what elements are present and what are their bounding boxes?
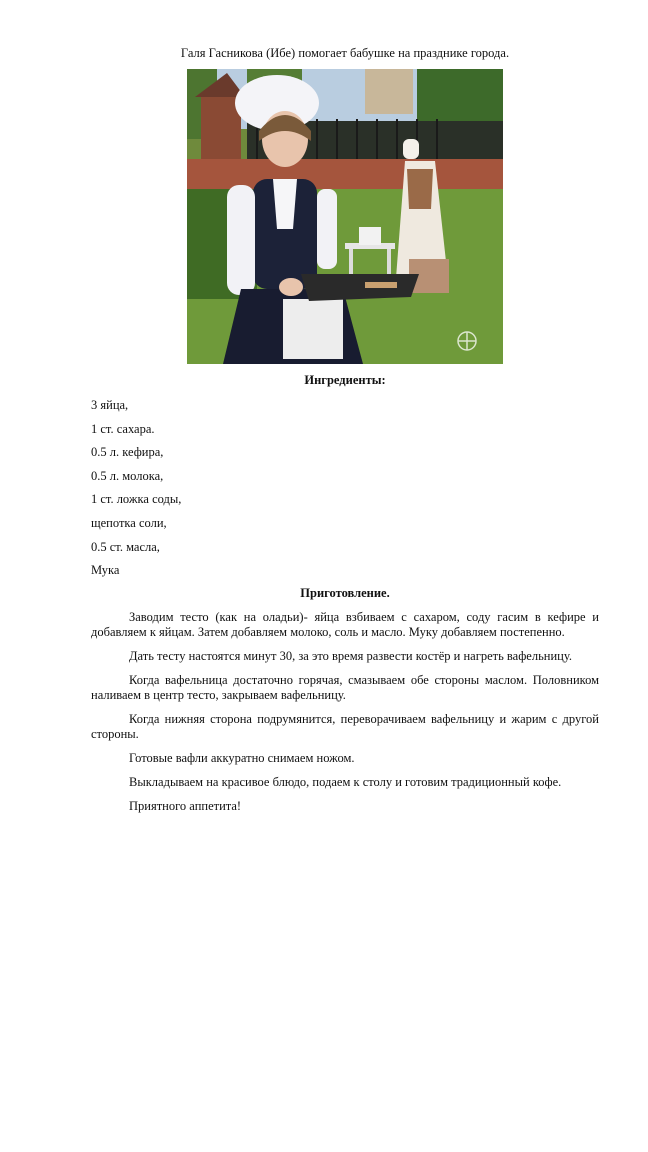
- preparation-step: Заводим тесто (как на оладьи)- яйца взбиваем с сахаром, соду гасим в кефире и добавляем к яйцам. Затем добавляем молоко, соль и масло. Муку добавляем постепенно.: [91, 610, 599, 639]
- preparation-step: Выкладываем на красивое блюдо, подаем к столу и готовим традиционный кофе.: [129, 775, 562, 789]
- photo-illustration: [187, 69, 503, 364]
- ingredients-heading: Ингредиенты:: [304, 373, 386, 387]
- preparation-step: Готовые вафли аккуратно снимаем ножом.: [129, 751, 355, 765]
- ingredient-item: 1 ст. ложка соды,: [91, 492, 182, 507]
- ingredient-item: 0.5 л. кефира,: [91, 445, 164, 460]
- ingredient-item: 0.5 л. молока,: [91, 468, 164, 483]
- preparation-step: Когда вафельница достаточно горячая, смазываем обе стороны маслом. Половником наливаем в центр тесто, закрываем вафельницу.: [91, 673, 599, 702]
- closing-wish: Приятного аппетита!: [129, 799, 242, 813]
- preparation-steps: [91, 610, 599, 823]
- watermark-logo: [458, 332, 476, 350]
- ingredient-item: щепотка соли,: [91, 515, 167, 530]
- ingredient-item: Мука: [91, 563, 120, 578]
- ingredients-list: [91, 398, 181, 587]
- preparation-step: Когда нижняя сторона подрумянится, переворачиваем вафельницу и жарим с другой стороны.: [91, 712, 599, 741]
- preparation-step: Дать тесту настоятся минут 30, за это время развести костёр и нагреть вафельницу.: [129, 649, 572, 663]
- preparation-heading: Приготовление.: [300, 586, 390, 600]
- ingredient-item: 1 ст. сахара.: [91, 421, 155, 436]
- ingredient-item: 3 яйца,: [91, 398, 129, 412]
- ingredient-item: 0.5 ст. масла,: [91, 539, 160, 554]
- photo-caption: Галя Гасникова (Ибе) помогает бабушке на празднике города.: [180, 46, 510, 60]
- photo-girl-with-waffle-tray: [187, 69, 503, 364]
